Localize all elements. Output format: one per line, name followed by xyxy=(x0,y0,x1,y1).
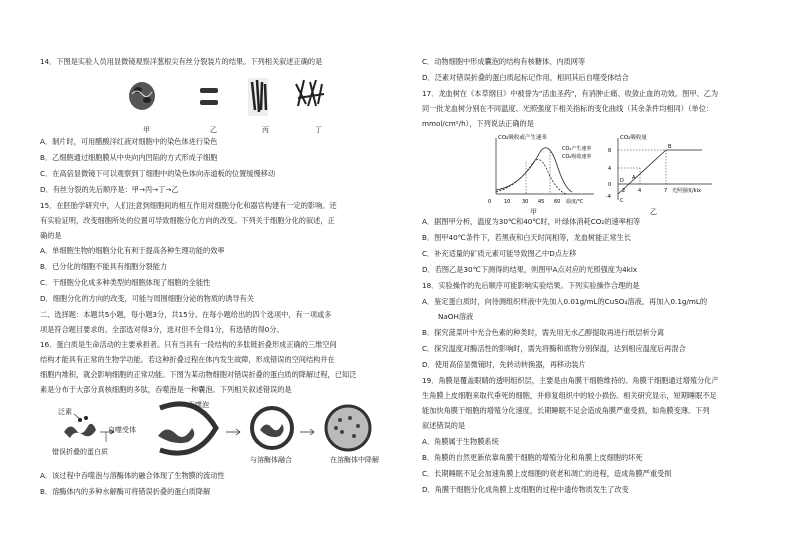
q19-option-a: A．角膜属于生物膜系统 xyxy=(422,437,499,446)
ubiquitin-label: 泛素 xyxy=(58,408,72,416)
cell-bing-icon xyxy=(248,78,268,116)
q16-stem-2: 结构才能具有正常的生物学功能。若这种折叠过程在体内发生故障，形成错误的空间结构并在 xyxy=(40,355,335,364)
chart-yi-point-d: D xyxy=(620,178,624,184)
q19-stem-2: 生角膜上皮细胞来取代垂死的细胞，并修复组织中的较小损伤。相关研究显示，短期睡眠不足 xyxy=(422,391,717,400)
chart-yi-y-tick: 4 xyxy=(608,166,612,172)
q14-option-a: A．制片时，可用醋酸洋红液对细胞中的染色体进行染色 xyxy=(40,137,218,146)
q18-option-a-cont: NaOH溶液 xyxy=(438,312,474,321)
q15-option-b: B．已分化的细胞不能具有细胞分裂能力 xyxy=(40,262,168,271)
q18-option-a: A．鉴定蛋白质时，向待测组织样液中先加入0.01g/mL的CuSO₄溶液，再加入0.1g/mL的 xyxy=(422,297,708,306)
chart-jia-legend-2: CO₂吸收速率 xyxy=(562,154,592,160)
q15-option-d: D．细胞分化的方向的改变，可能与周围细胞分泌的物质的诱导有关 xyxy=(40,294,254,303)
q19-option-b: B．角膜的自然更新依靠角膜干细胞的增殖分化和角膜上皮细胞的坏死 xyxy=(422,453,643,462)
chart-jia-x-tick: 10 xyxy=(504,199,511,205)
q16-stem-4: 素是分布于大部分真核细胞的多肽，吞噬泡是一种囊泡。下列相关叙述错误的是 xyxy=(40,385,292,394)
q16-option-b: B．溶酶体内的多种水解酶可将错误折叠的蛋白质降解 xyxy=(40,487,211,496)
label-jia: 甲 xyxy=(143,126,150,134)
q17-option-c: C．补充适量的矿质元素可能导致图乙中D点左移 xyxy=(422,249,577,258)
chart-yi-title: CO₂吸收量 xyxy=(620,135,647,141)
q17-stem-3: mmol/cm²/h），下列说法正确的是 xyxy=(422,119,534,128)
chart-jia-x-tick: 45 xyxy=(538,199,545,205)
phagophore-label: 吞噬泡 xyxy=(188,401,209,409)
q14-option-d: D．有丝分裂的先后顺序是：甲→丙→丁→乙 xyxy=(40,185,179,194)
cell-ding-icon xyxy=(296,80,324,106)
q14-option-c: C．在高倍显微镜下可以观察到丁细胞中的染色体向赤道板的位置缓慢移动 xyxy=(40,169,276,178)
q17-stem-2: 同一批龙血树分别在不同温度、光照强度下相关指标的变化曲线（其余条件均相同）（单位： xyxy=(422,104,714,113)
q18-option-c: C．探究温度对酶活性的影响时，需先将酶和底物分别保温，达到相应温度后再混合 xyxy=(422,344,686,353)
label-ding: 丁 xyxy=(315,126,322,134)
co2-absorption-curve xyxy=(496,160,566,195)
chart-jia-title: CO₂吸收或产生速率 xyxy=(498,135,547,141)
chart-yi-x-tick: 4 xyxy=(638,188,642,194)
q18-option-b: B．探究菠菜叶中光合色素的种类时，需先用无水乙醇提取再进行纸层析分离 xyxy=(422,328,665,337)
section2-title-1: 二、选择题：本题共5小题，每小题3分，共15分。在每小题给出的四个选项中，有一项或多 xyxy=(40,310,332,319)
q19-stem-1: 19．角膜是覆盖眼睛的透明组织层，主要是由角膜干细胞维持的。角膜干细胞通过增殖分化产 xyxy=(422,376,719,385)
phagophore-icon xyxy=(160,404,216,453)
chart-yi-y-tick: 0 xyxy=(608,182,612,188)
cell-yi-icon xyxy=(200,88,218,105)
chart-yi xyxy=(602,132,722,206)
q19-option-d: D．角膜干细胞分化成角膜上皮细胞的过程中遗传物质发生了改变 xyxy=(422,485,629,494)
chart-yi-point-c: C xyxy=(620,198,624,204)
q15-stem-3: 确的是 xyxy=(40,231,62,240)
q16-stem-3: 细胞内堆积，就会影响细胞的正常功能。下图为某动物细胞对错误折叠的蛋白质的降解过程，已知泛 xyxy=(40,370,357,379)
q17-option-a: A．据图甲分析，温度为30℃和40℃时，叶绿体消耗CO₂的速率相等 xyxy=(422,217,641,226)
q17-option-d: D．若图乙是30℃下测得的结果，则图甲A点对应的光照强度为4klx xyxy=(422,265,638,274)
q16-stem-1: 16．蛋白质是生命活动的主要承担者。只有当具有一段结构的多肽链折叠形成正确的三维空间 xyxy=(40,340,337,349)
q14-micrograph xyxy=(120,72,360,124)
chart-yi-point-a: A xyxy=(632,175,636,181)
chart-jia-name: 甲 xyxy=(530,208,537,216)
q15-stem-1: 15．在胚胎学研究中，人们注意到细胞间的相互作用对细胞分化和器官构建有一定的影响。还 xyxy=(40,201,337,210)
q16-option-c: C．动物细胞中形成囊泡的结构有核糖体、内质网等 xyxy=(422,57,586,66)
cell-jia-icon xyxy=(129,82,155,110)
receptor-label: 自噬受体 xyxy=(108,426,136,434)
chart-yi-y-tick: -4 xyxy=(606,194,611,200)
chart-yi-y-tick: 8 xyxy=(608,148,612,154)
q18-option-d: D．使用高倍显微镜时，先转动转换器，再移动装片 xyxy=(422,360,586,369)
degrade-label: 在溶酶体中降解 xyxy=(330,456,379,464)
fusion-label: 与溶酶体融合 xyxy=(250,456,292,464)
section2-title-2: 项是符合题目要求的。全部选对得3分，选对但不全得1分，有选错的得0分。 xyxy=(40,325,284,334)
chart-jia-x-unit: 温度/℃ xyxy=(566,199,584,205)
co2-production-curve xyxy=(496,148,572,192)
q16-option-d: D．泛素对错误折叠的蛋白质起标记作用，相同其后自噬受体结合 xyxy=(422,73,629,82)
q15-stem-2: 有实验证明，改变细胞所处的位置可导致细胞分化方向的改变。下列关于细胞分化的叙述，正 xyxy=(40,216,335,225)
chart-jia xyxy=(482,132,602,206)
q19-option-c: C．长期睡眠不足会加速角膜上皮细胞的衰老和凋亡的进程，造成角膜严重受损 xyxy=(422,469,672,478)
q16-option-a: A．该过程中吞噬泡与溶酶体的融合体现了生物膜的流动性 xyxy=(40,471,225,480)
q17-stem-1: 17．龙血树在《本草纲目》中被誉为"活血圣药"，有消肿止痛、收敛止血的功效。图甲、乙为 xyxy=(422,89,719,98)
misfolded-protein-icon xyxy=(64,416,96,438)
chart-jia-x-tick: 30 xyxy=(522,199,529,205)
label-yi: 乙 xyxy=(210,126,217,134)
q14-option-b: B．乙细胞通过细胞膜从中央向内凹陷的方式形成子细胞 xyxy=(40,153,218,162)
q19-stem-4: 叙述错误的是 xyxy=(422,421,466,430)
chart-yi-x-tick: 7 xyxy=(664,188,668,194)
chart-yi-name: 乙 xyxy=(650,208,657,216)
q15-option-c: C．干细胞分化成多种类型的细胞体现了细胞的全能性 xyxy=(40,278,211,287)
q15-option-a: A．单细胞生物的细胞分化有利于提高各种生理功能的效率 xyxy=(40,246,225,255)
q19-stem-3: 能加快角膜干细胞的增殖分化速度，长期睡眠不足会造成角膜严重受损，如角膜变薄。下列 xyxy=(422,406,710,415)
chart-yi-x-unit: 光照强度/klx xyxy=(672,188,701,194)
misfolded-label: 错误折叠的蛋白质 xyxy=(52,448,108,456)
chart-jia-x-tick: 60 xyxy=(554,199,561,205)
chart-yi-x-tick: 2 xyxy=(622,188,626,194)
chart-yi-point-b: B xyxy=(668,144,672,150)
q14-stem: 14．下图是实验人员用显微镜观察洋葱根尖有丝分裂装片的结果。下列相关叙述正确的是 xyxy=(40,57,323,66)
protein-inside-icon xyxy=(158,428,194,443)
lysosome-icon xyxy=(326,406,370,450)
label-bing: 丙 xyxy=(262,126,269,134)
q17-option-b: B．图甲40℃条件下，若黑夜和白天时间相等，龙血树能正常生长 xyxy=(422,233,632,242)
q18-stem: 18．实验操作的先后顺序可能影响实验结果。下列实验操作合理的是 xyxy=(422,281,640,290)
chart-jia-x-tick: 0 xyxy=(488,199,492,205)
chart-jia-legend-1: CO₂产生速率 xyxy=(562,146,592,152)
